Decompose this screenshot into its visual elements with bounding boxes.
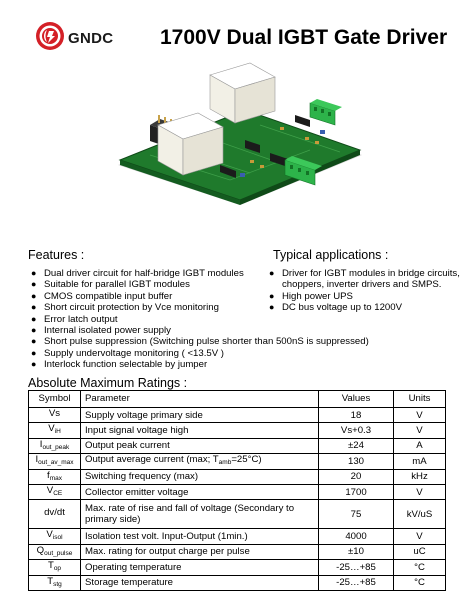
value-cell: Vs+0.3	[319, 423, 394, 438]
feature-text: Short circuit protection by Vce monitoring	[44, 302, 219, 314]
value-cell: -25…+85	[319, 575, 394, 590]
gndc-logo-icon	[35, 21, 65, 51]
feature-text: Supply undervoltage monitoring ( <13.5V )	[44, 347, 224, 359]
table-row	[29, 408, 446, 423]
symbol-cell: $V_{iH}$	[29, 423, 81, 438]
bullet-icon: ●	[31, 302, 37, 313]
symbol-cell: $I_{out\_peak}$	[29, 438, 81, 453]
value-cell: 18	[319, 408, 394, 423]
bullet-icon: ●	[31, 347, 37, 358]
list-item	[28, 291, 269, 302]
list-item	[28, 359, 448, 370]
table-header-row	[29, 391, 446, 408]
table-row	[29, 544, 446, 559]
list-item	[28, 348, 448, 359]
column-header-values: Values	[319, 391, 394, 408]
list-item	[28, 325, 448, 336]
column-header-symbol: Symbol	[29, 391, 81, 408]
unit-cell: kHz	[394, 469, 446, 484]
value-cell: 1700	[319, 485, 394, 500]
bullet-icon: ●	[31, 268, 37, 278]
symbol-cell: $V_{CE}$	[29, 485, 81, 500]
table-row	[29, 529, 446, 544]
page-title: 1700V Dual IGBT Gate Driver	[160, 26, 448, 49]
parameter-cell: Collector emitter voltage	[81, 485, 319, 500]
unit-cell: V	[394, 408, 446, 423]
symbol-cell: dv/dt	[29, 500, 81, 529]
symbol-cell: $f_{max}$	[29, 469, 81, 484]
table-row	[29, 454, 446, 469]
feature-text: Internal isolated power supply	[44, 325, 171, 337]
applications-list	[266, 268, 466, 314]
symbol-cell: $T_{stg}$	[29, 575, 81, 590]
unit-cell: uC	[394, 544, 446, 559]
unit-cell: V	[394, 423, 446, 438]
feature-text: Suitable for parallel IGBT modules	[44, 279, 190, 291]
list-item	[266, 268, 466, 291]
applications-heading: Typical applications :	[273, 248, 389, 262]
parameter-cell: Output peak current	[81, 438, 319, 453]
unit-cell: °C	[394, 560, 446, 575]
parameter-cell: Max. rate of rise and fall of voltage (Secondary to primary side)	[81, 500, 319, 529]
product-photo	[110, 55, 370, 230]
table-row	[29, 575, 446, 590]
list-item	[28, 302, 269, 313]
list-item	[28, 268, 269, 279]
bullet-icon: ●	[269, 290, 275, 301]
table-row	[29, 485, 446, 500]
feature-text: CMOS compatible input buffer	[44, 290, 173, 302]
ratings-heading: Absolute Maximum Ratings :	[28, 376, 188, 390]
unit-cell: mA	[394, 454, 446, 469]
value-cell: 75	[319, 500, 394, 529]
value-cell: 20	[319, 469, 394, 484]
table-row	[29, 469, 446, 484]
table-row	[29, 500, 446, 529]
value-cell: ±24	[319, 438, 394, 453]
value-cell: ±10	[319, 544, 394, 559]
unit-cell: °C	[394, 575, 446, 590]
bullet-icon: ●	[269, 268, 275, 278]
parameter-cell: Isolation test volt. Input-Output (1min.)	[81, 529, 319, 544]
symbol-cell: $I_{out\_av\_max}$	[29, 454, 81, 469]
list-item	[266, 291, 466, 302]
value-cell: 130	[319, 454, 394, 469]
bullet-icon: ●	[31, 336, 37, 347]
bullet-icon: ●	[31, 325, 37, 336]
parameter-cell: Input signal voltage high	[81, 423, 319, 438]
feature-text: Short pulse suppression (Switching pulse shorter than 500nS is suppressed)	[44, 336, 369, 348]
column-header-parameter: Parameter	[81, 391, 319, 408]
feature-text: Dual driver circuit for half-bridge IGBT modules	[44, 268, 244, 279]
feature-text: Interlock function selectable by jumper	[44, 359, 208, 371]
unit-cell: V	[394, 529, 446, 544]
unit-cell: A	[394, 438, 446, 453]
symbol-cell: $V_{isol}$	[29, 529, 81, 544]
table-row	[29, 560, 446, 575]
brand-name: GNDC	[68, 30, 114, 47]
application-text: DC bus voltage up to 1200V	[282, 302, 403, 314]
symbol-cell: $Q_{out\_pulse}$	[29, 544, 81, 559]
list-item	[28, 314, 448, 325]
parameter-cell: Operating temperature	[81, 560, 319, 575]
bullet-icon: ●	[31, 279, 37, 290]
parameter-cell: Storage temperature	[81, 575, 319, 590]
parameter-cell: Switching frequency (max)	[81, 469, 319, 484]
feature-text: Error latch output	[44, 313, 118, 325]
column-header-units: Units	[394, 391, 446, 408]
features-heading: Features :	[28, 248, 85, 262]
table-row	[29, 423, 446, 438]
symbol-cell: $T_{op}$	[29, 560, 81, 575]
unit-cell: kV/uS	[394, 500, 446, 529]
symbol-cell: Vs	[29, 408, 81, 423]
list-item	[28, 336, 448, 347]
unit-cell: V	[394, 485, 446, 500]
bullet-icon: ●	[31, 359, 37, 370]
value-cell: 4000	[319, 529, 394, 544]
parameter-cell: Supply voltage primary side	[81, 408, 319, 423]
list-item	[28, 279, 269, 290]
bullet-icon: ●	[31, 290, 37, 301]
parameter-cell: Max. rating for output charge per pulse	[81, 544, 319, 559]
parameter-cell: Output average current (max; $T_{amb}=25^\circ C$)	[81, 454, 319, 469]
value-cell: -25…+85	[319, 560, 394, 575]
application-text: High power UPS	[282, 290, 353, 302]
table-row	[29, 438, 446, 453]
bullet-icon: ●	[31, 313, 37, 324]
bullet-icon: ●	[269, 302, 275, 313]
application-text: Driver for IGBT modules in bridge circuits, choppers, inverter drivers and SMPS.	[282, 268, 460, 291]
list-item	[266, 302, 466, 313]
ratings-table	[28, 390, 446, 591]
